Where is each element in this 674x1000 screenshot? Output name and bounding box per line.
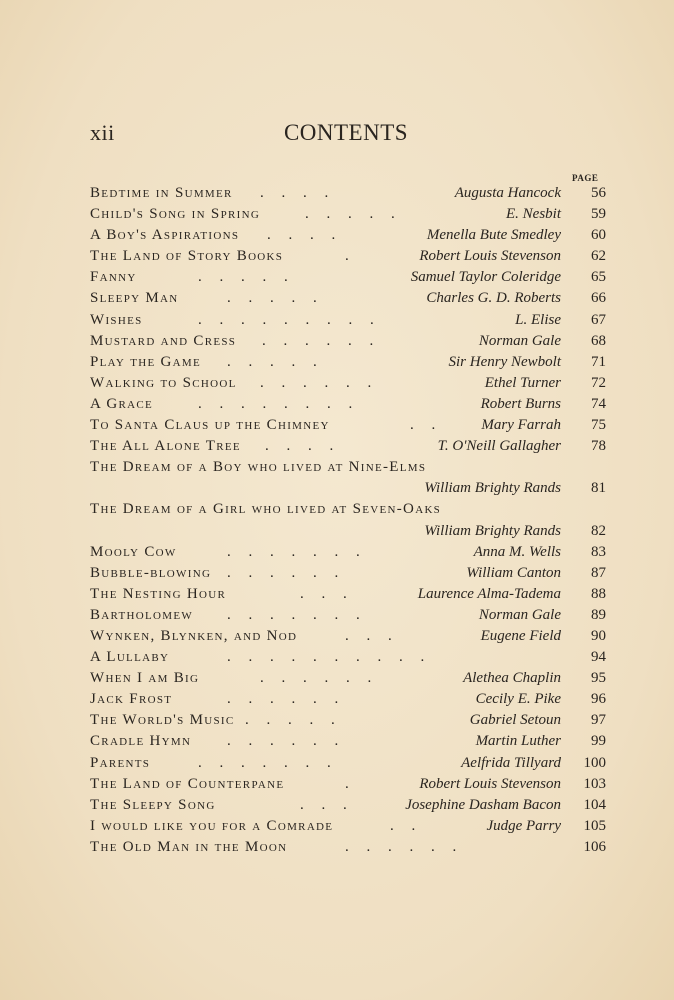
entry-page-number: 106	[583, 838, 606, 855]
dot-leader: . . . . . .	[227, 691, 339, 708]
toc-entry	[90, 267, 606, 288]
toc-entry	[90, 584, 606, 605]
entry-title: Bedtime in Summer	[90, 185, 233, 201]
dot-leader: . . . . .	[198, 269, 288, 286]
entry-page-number: 105	[583, 817, 606, 834]
entry-author: William Brighty Rands	[424, 522, 561, 539]
entry-title: The Old Man in the Moon	[90, 838, 288, 855]
toc-entry	[90, 837, 606, 858]
toc-entry	[90, 204, 606, 225]
entry-title: Parents	[90, 754, 151, 771]
entry-author: Gabriel Setoun	[469, 712, 561, 729]
entry-author: Cecily E. Pike	[475, 691, 561, 708]
dot-leader: . . . .	[260, 185, 329, 201]
toc-entry	[90, 478, 606, 499]
dot-leader: . . . . . . . . .	[198, 311, 374, 328]
toc-entry	[90, 647, 606, 668]
entry-title: A Lullaby	[90, 649, 170, 666]
entry-author: T. O'Neill Gallagher	[437, 438, 561, 455]
entry-title: A Grace	[90, 395, 154, 412]
entry-title: I would like you for a Comrade	[90, 817, 334, 834]
entry-title: Jack Frost	[90, 691, 173, 708]
toc-entry	[90, 246, 606, 267]
dot-leader: . . . . .	[245, 712, 335, 729]
entry-page-number: 72	[591, 374, 606, 391]
entry-page-number: 78	[591, 438, 606, 455]
dot-leader: . . .	[300, 796, 347, 813]
entry-page-number: 56	[591, 185, 606, 201]
entry-title: Play the Game	[90, 353, 201, 370]
entry-page-number: 62	[591, 248, 606, 265]
entry-author: Sir Henry Newbolt	[448, 353, 561, 370]
toc-entry	[90, 626, 606, 647]
dot-leader: . . . . . . .	[198, 754, 331, 771]
dot-leader: . . . . . .	[262, 332, 374, 349]
dot-leader: . . . . . .	[227, 733, 339, 750]
entry-page-number: 89	[591, 606, 606, 623]
dot-leader: . . . .	[265, 438, 334, 455]
entry-title: Mooly Cow	[90, 543, 177, 560]
dot-leader: . . . . . .	[260, 374, 372, 391]
dot-leader: . . .	[345, 627, 392, 644]
entry-title: The Sleepy Song	[90, 796, 216, 813]
toc-entry	[90, 542, 606, 563]
entry-title: The Dream of a Girl who lived at Seven-Oaks	[90, 501, 442, 518]
entry-title: Bartholomew	[90, 606, 194, 623]
entry-author: Norman Gale	[478, 332, 561, 349]
dot-leader: . . . . .	[305, 206, 395, 223]
toc-entry	[90, 816, 606, 837]
toc-entry	[90, 183, 606, 204]
toc-entry	[90, 415, 606, 436]
dot-leader: . . . . .	[227, 353, 317, 370]
entry-page-number: 68	[591, 332, 606, 349]
toc-entry	[90, 605, 606, 626]
dot-leader: . . .	[300, 585, 347, 602]
toc-entry	[90, 373, 606, 394]
toc-entry	[90, 394, 606, 415]
entry-title: The World's Music	[90, 712, 235, 729]
entry-title: Fanny	[90, 269, 137, 286]
toc-entry	[90, 499, 606, 520]
entry-title: Wishes	[90, 311, 143, 328]
dot-leader: . .	[410, 417, 436, 434]
toc-entry	[90, 310, 606, 331]
dot-leader: .	[345, 775, 349, 792]
entry-author: L. Elise	[515, 311, 561, 328]
dot-leader: . . . .	[267, 227, 336, 244]
toc-entry	[90, 710, 606, 731]
entry-author: Josephine Dasham Bacon	[405, 796, 561, 813]
entry-author: Robert Louis Stevenson	[419, 775, 561, 792]
dot-leader: . . . . . . .	[227, 543, 360, 560]
entry-author: Martin Luther	[475, 733, 561, 750]
dot-leader: . . . . . . .	[227, 606, 360, 623]
entry-title: A Boy's Aspirations	[90, 227, 240, 244]
toc-entry	[90, 731, 606, 752]
dot-leader: . . . . . .	[260, 670, 372, 687]
entry-author: E. Nesbit	[506, 206, 561, 223]
entry-author: Alethea Chaplin	[463, 670, 561, 687]
entry-page-number: 82	[591, 522, 606, 539]
dot-leader: .	[345, 248, 349, 265]
toc-entry	[90, 288, 606, 309]
entry-page-number: 75	[591, 417, 606, 434]
dot-leader: . . . . . . . . . .	[227, 649, 425, 666]
contents-list	[90, 183, 606, 858]
entry-author: Charles G. D. Roberts	[426, 290, 561, 307]
entry-page-number: 97	[591, 712, 606, 729]
entry-author: Laurence Alma-Tadema	[417, 585, 561, 602]
entry-page-number: 83	[591, 543, 606, 560]
entry-page-number: 87	[591, 564, 606, 581]
entry-page-number: 90	[591, 627, 606, 644]
entry-page-number: 94	[591, 649, 606, 666]
entry-author: Robert Burns	[480, 395, 561, 412]
entry-page-number: 96	[591, 691, 606, 708]
entry-title: When I am Big	[90, 670, 200, 687]
entry-author: Aelfrida Tillyard	[461, 754, 561, 771]
entry-page-number: 65	[591, 269, 606, 286]
entry-author: Ethel Turner	[484, 374, 561, 391]
entry-author: Norman Gale	[478, 606, 561, 623]
entry-title: Sleepy Man	[90, 290, 179, 307]
toc-entry	[90, 774, 606, 795]
dot-leader: . . . . . .	[227, 564, 339, 581]
dot-leader: . . . . .	[227, 290, 317, 307]
entry-author: Anna M. Wells	[473, 543, 561, 560]
toc-entry	[90, 457, 606, 478]
entry-page-number: 103	[583, 775, 606, 792]
entry-title: Cradle Hymn	[90, 733, 192, 750]
entry-page-number: 71	[591, 353, 606, 370]
page-title: CONTENTS	[283, 120, 409, 145]
entry-title: The Nesting Hour	[90, 585, 227, 602]
entry-page-number: 99	[591, 733, 606, 750]
entry-author: Mary Farrah	[481, 417, 561, 434]
entry-page-number: 100	[583, 754, 606, 771]
entry-author: Samuel Taylor Coleridge	[410, 269, 561, 286]
entry-title: The Land of Story Books	[90, 248, 284, 265]
entry-author: Judge Parry	[486, 817, 561, 834]
entry-page-number: 95	[591, 670, 606, 687]
page-column-label: PAGE	[572, 173, 599, 183]
toc-entry	[90, 668, 606, 689]
entry-page-number: 74	[591, 395, 606, 412]
entry-title: Child's Song in Spring	[90, 206, 261, 223]
entry-author: William Canton	[466, 564, 561, 581]
dot-leader: . . . . . . . .	[198, 395, 353, 412]
entry-title: To Santa Claus up the Chimney	[90, 417, 330, 434]
entry-page-number: 104	[583, 796, 606, 813]
toc-entry	[90, 753, 606, 774]
entry-page-number: 60	[591, 227, 606, 244]
toc-entry	[90, 225, 606, 246]
entry-page-number: 59	[591, 206, 606, 223]
toc-entry	[90, 795, 606, 816]
entry-page-number: 88	[591, 585, 606, 602]
toc-entry	[90, 436, 606, 457]
entry-title: The Land of Counterpane	[90, 775, 285, 792]
entry-page-number: 67	[591, 311, 606, 328]
toc-entry	[90, 521, 606, 542]
entry-title: The Dream of a Boy who lived at Nine-Elms	[90, 459, 427, 476]
toc-entry	[90, 352, 606, 373]
entry-page-number: 81	[591, 480, 606, 497]
entry-author: Eugene Field	[480, 627, 561, 644]
toc-entry	[90, 689, 606, 710]
entry-author: Augusta Hancock	[454, 185, 561, 201]
entry-title: Walking to School	[90, 374, 237, 391]
entry-author: William Brighty Rands	[424, 480, 561, 497]
entry-title: Wynken, Blynken, and Nod	[90, 627, 298, 644]
entry-title: The All Alone Tree	[90, 438, 241, 455]
entry-title: Bubble-blowing	[90, 564, 212, 581]
dot-leader: . .	[390, 817, 416, 834]
dot-leader: . . . . . .	[345, 838, 457, 855]
page-folio: xii	[90, 120, 115, 145]
entry-title: Mustard and Cress	[90, 332, 237, 349]
entry-author: Menella Bute Smedley	[426, 227, 561, 244]
entry-page-number: 66	[591, 290, 606, 307]
toc-entry	[90, 331, 606, 352]
entry-author: Robert Louis Stevenson	[419, 248, 561, 265]
toc-entry	[90, 563, 606, 584]
